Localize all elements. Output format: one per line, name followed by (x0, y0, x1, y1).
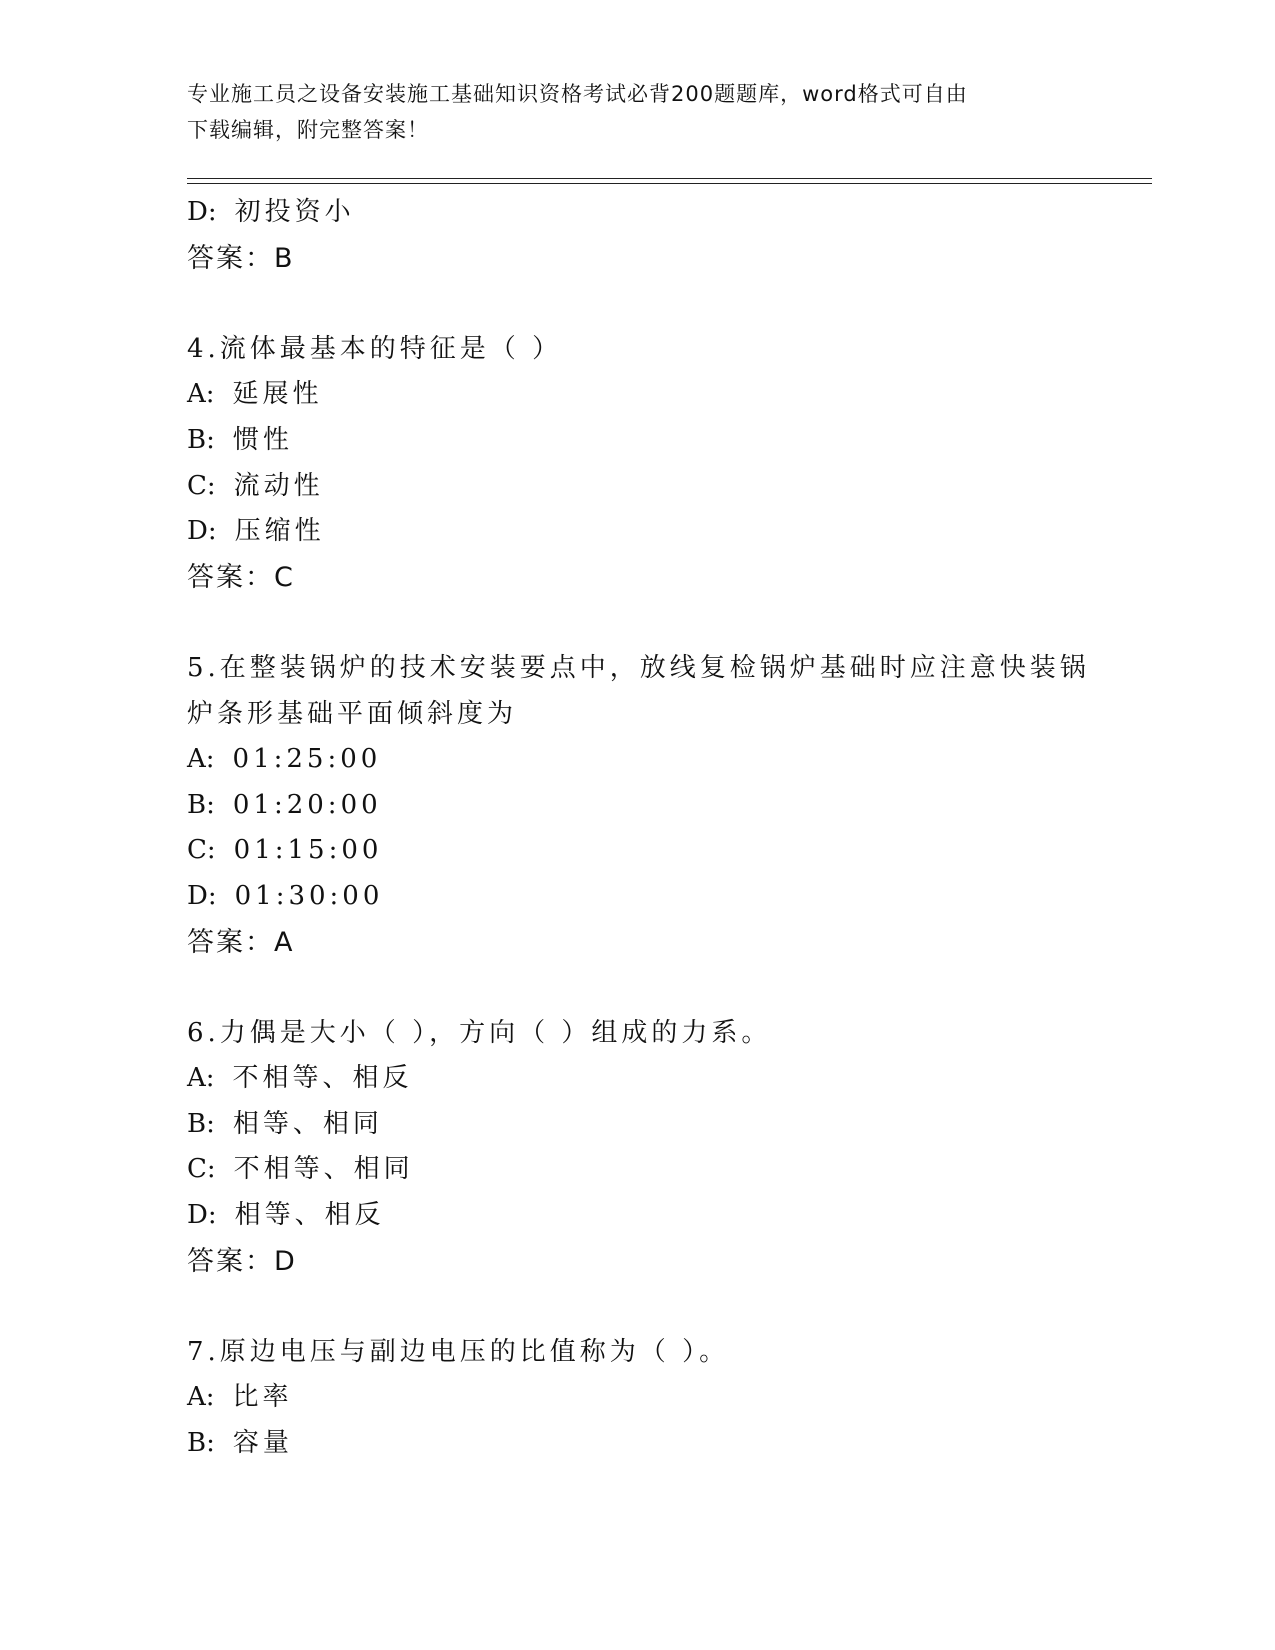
option-letter: C: (187, 1154, 216, 1185)
option-text: 01:30:00 (234, 880, 384, 911)
header-divider-bottom (187, 183, 1152, 184)
question-7-option-a (187, 1375, 1087, 1421)
question-5-stem-line-1: 5.在整装锅炉的技术安装要点中，放线复检锅炉基础时应注意快装锅 (187, 652, 1090, 683)
option-letter: C: (187, 470, 216, 501)
option-text: 比率 (232, 1382, 293, 1413)
option-text: 01:25:00 (232, 744, 382, 775)
question-6-option-c (187, 1147, 1087, 1193)
question-4-option-d (187, 509, 1087, 555)
question-6-option-b (187, 1102, 1087, 1148)
option-text: 01:15:00 (233, 835, 383, 866)
question-4-option-a (187, 372, 1087, 418)
option-letter: D: (187, 516, 217, 547)
question-5-answer: 答案：A (187, 926, 295, 958)
option-letter: A: (187, 744, 215, 775)
option-letter: C: (187, 835, 216, 866)
option-text: 不相等、相反 (232, 1063, 413, 1094)
question-6-answer: 答案：D (187, 1245, 297, 1277)
option-text: 压缩性 (234, 516, 325, 547)
option-text: 相等、相反 (234, 1200, 385, 1231)
option-text: 不相等、相同 (233, 1154, 414, 1185)
option-letter: B: (187, 1428, 215, 1459)
option-text: 容量 (232, 1428, 293, 1459)
question-5-option-a (187, 737, 1087, 783)
question-5-option-b (187, 783, 1087, 829)
document-header (187, 76, 1067, 148)
option-text: 延展性 (232, 379, 323, 410)
option-letter: D: (187, 197, 217, 227)
option-letter: A: (187, 1382, 215, 1413)
option-letter: D: (187, 880, 217, 911)
question-4-answer: 答案：C (187, 561, 295, 593)
option-letter: B: (187, 1108, 215, 1139)
header-line-2: 下载编辑，附完整答案！ (187, 118, 429, 142)
question-6-option-d (187, 1193, 1087, 1239)
option-letter: A: (187, 379, 215, 410)
option-text: 01:20:00 (232, 789, 382, 820)
question-7-option-b (187, 1421, 1087, 1467)
question-5-option-c (187, 828, 1087, 874)
header-divider-top (187, 178, 1152, 179)
option-text: 惯性 (232, 424, 293, 455)
option-letter: D: (187, 1200, 217, 1231)
option-text: 初投资小 (234, 197, 355, 227)
option-letter: B: (187, 424, 215, 455)
question-4-option-c (187, 464, 1087, 510)
question-content (187, 190, 1090, 1467)
question-6-option-a (187, 1056, 1087, 1102)
header-line-1: 专业施工员之设备安装施工基础知识资格考试必背200题题库，word格式可自由 (187, 82, 968, 106)
question-5-stem-line-2: 炉条形基础平面倾斜度为 (187, 698, 518, 729)
option-letter: A: (187, 1063, 215, 1094)
option-letter: B: (187, 789, 215, 820)
question-7-stem: 7.原边电压与副边电压的比值称为（ ）。 (187, 1336, 730, 1367)
question-4-stem: 4.流体最基本的特征是（ ） (187, 333, 563, 364)
question-4-option-b (187, 418, 1087, 464)
prev-option-d (187, 190, 1087, 236)
option-text: 相等、相同 (232, 1108, 383, 1139)
prev-answer: 答案：B (187, 242, 295, 274)
question-6-stem: 6.力偶是大小（ ），方向（ ）组成的力系。 (187, 1017, 772, 1048)
question-5-option-d (187, 874, 1087, 920)
option-text: 流动性 (233, 470, 324, 501)
